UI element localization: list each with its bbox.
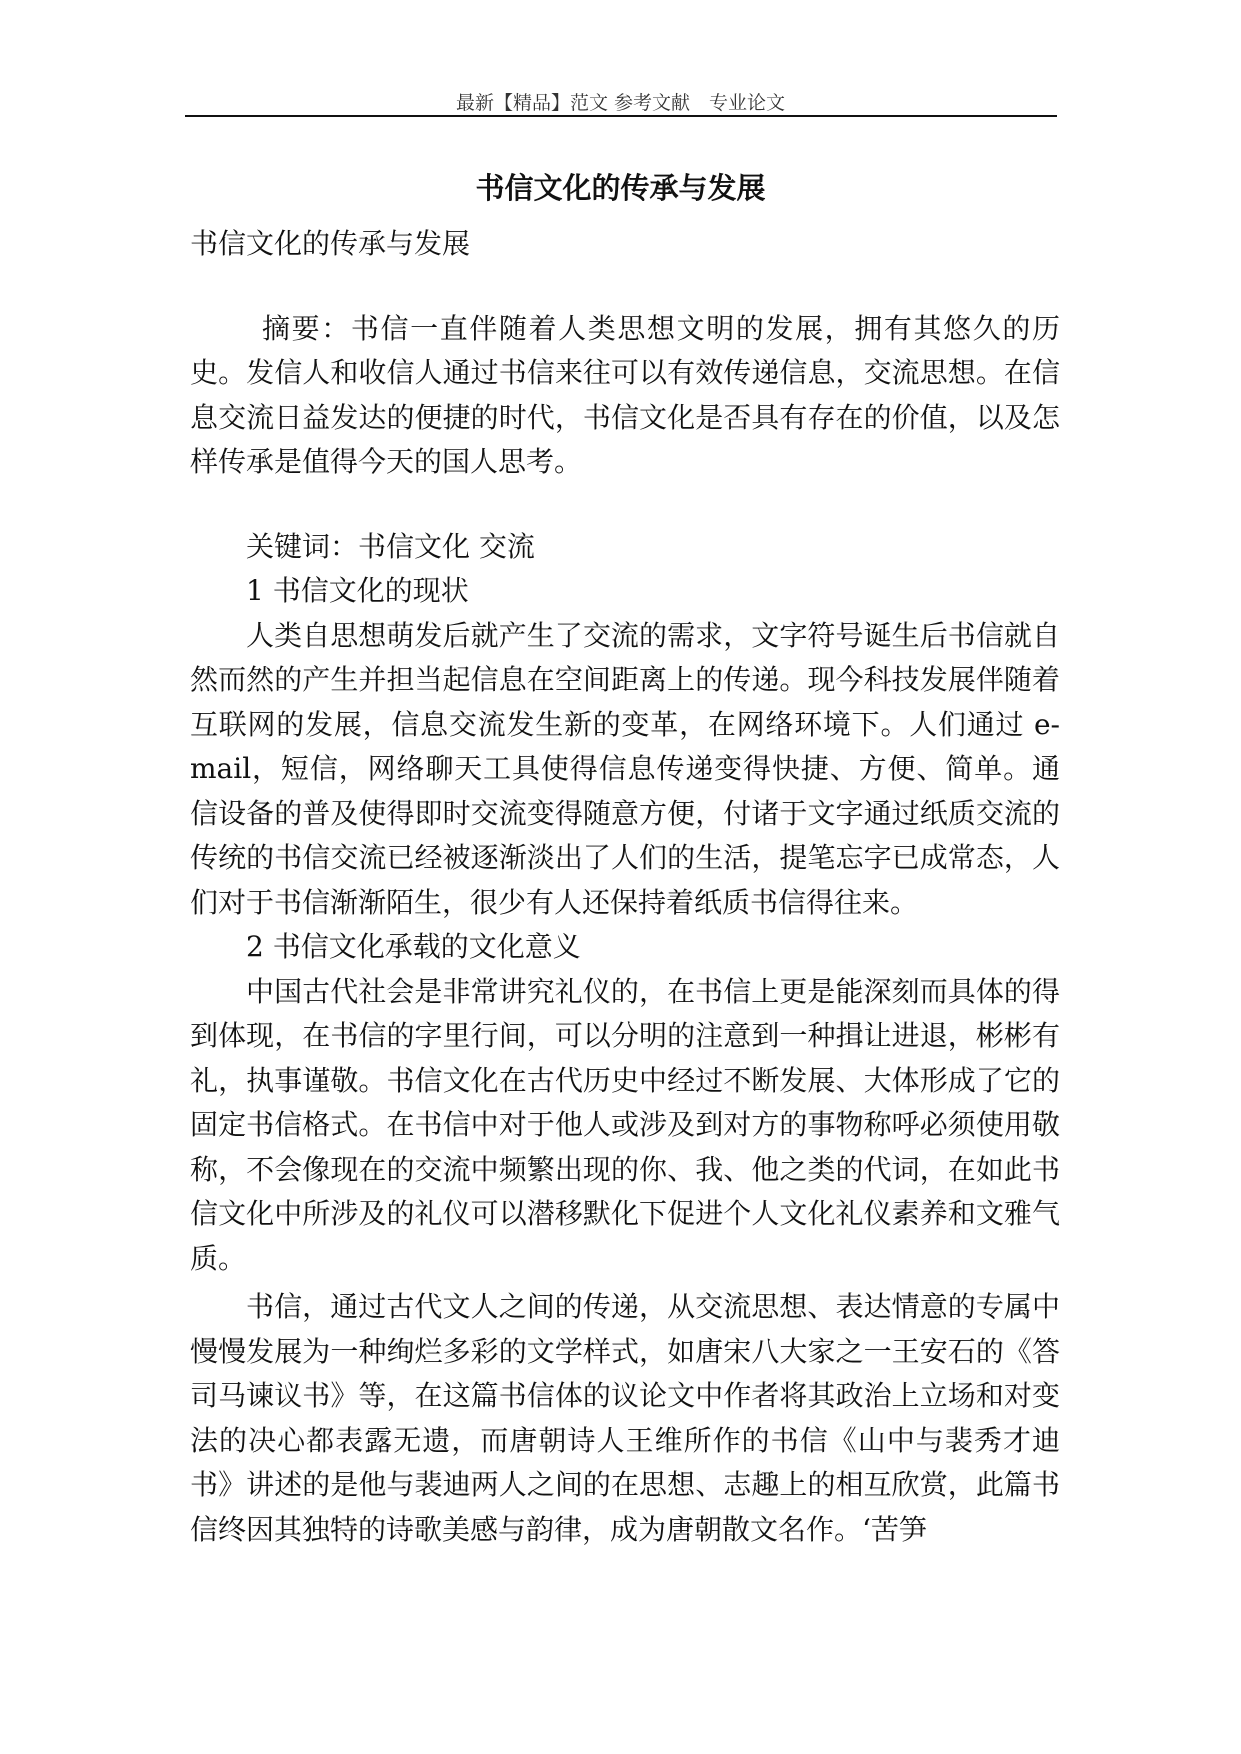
document-title: 书信文化的传承与发展 (475, 171, 766, 205)
keywords-line: 关键词：书信文化 交流 (246, 529, 535, 563)
section-1-paragraph: 人类自思想萌发后就产生了交流的需求，文字符号诞生后书信就自然而然的产生并担当起信息在空间距离上的传递。现今科技发展伴随着互联网的发展，信息交流发生新的变革，在网络环境下。人们通过 e-mail，短信，网络聊天工具使得信息传递变得快捷、方便、简单。通信设备的普及使得即时交流变得随意方便，付诸于文字通过纸质交流的传统的书信交流已经被逐渐淡出了人们的生活，提笔忘字已成常态，人们对于书信渐渐陌生，很少有人还保持着纸质书信得往来。 (190, 618, 1060, 919)
document-body (190, 222, 1060, 1552)
header-divider (185, 115, 1057, 117)
section-1-heading: 1 书信文化的现状 (246, 574, 469, 607)
document-subtitle: 书信文化的传承与发展 (190, 227, 471, 260)
abstract-paragraph: 摘要：书信一直伴随着人类思想文明的发展，拥有其悠久的历史。发信人和收信人通过书信来往可以有效传递信息，交流思想。在信息交流日益发达的便捷的时代，书信文化是否具有存在的价值，以及怎样传承是值得今天的国人思考。 (190, 311, 1060, 478)
section-2-heading: 2 书信文化承载的文化意义 (246, 930, 581, 963)
page-header: 最新【精品】范文 参考文献 专业论文 (455, 92, 786, 114)
section-2-paragraph-1: 中国古代社会是非常讲究礼仪的，在书信上更是能深刻而具体的得到体现，在书信的字里行间，可以分明的注意到一种揖让进退，彬彬有礼，执事谨敬。书信文化在古代历史中经过不断发展、大体形成了它的固定书信格式。在书信中对于他人或涉及到对方的事物称呼必须使用敬称，不会像现在的交流中频繁出现的你、我、他之类的代词，在如此书信文化中所涉及的礼仪可以潜移默化下促进个人文化礼仪素养和文雅气质。 (190, 974, 1060, 1275)
section-2-paragraph-2: 书信，通过古代文人之间的传递，从交流思想、表达情意的专属中慢慢发展为一种绚烂多彩的文学样式，如唐宋八大家之一王安石的《答司马谏议书》等，在这篇书信体的议论文中作者将其政治上立场和对变法的决心都表露无遗，而唐朝诗人王维所作的书信《山中与裴秀才迪书》讲述的是他与裴迪两人之间的在思想、志趣上的相互欣赏，此篇书信终因其独特的诗歌美感与韵律，成为唐朝散文名作。‘苦笋 (190, 1290, 1060, 1546)
